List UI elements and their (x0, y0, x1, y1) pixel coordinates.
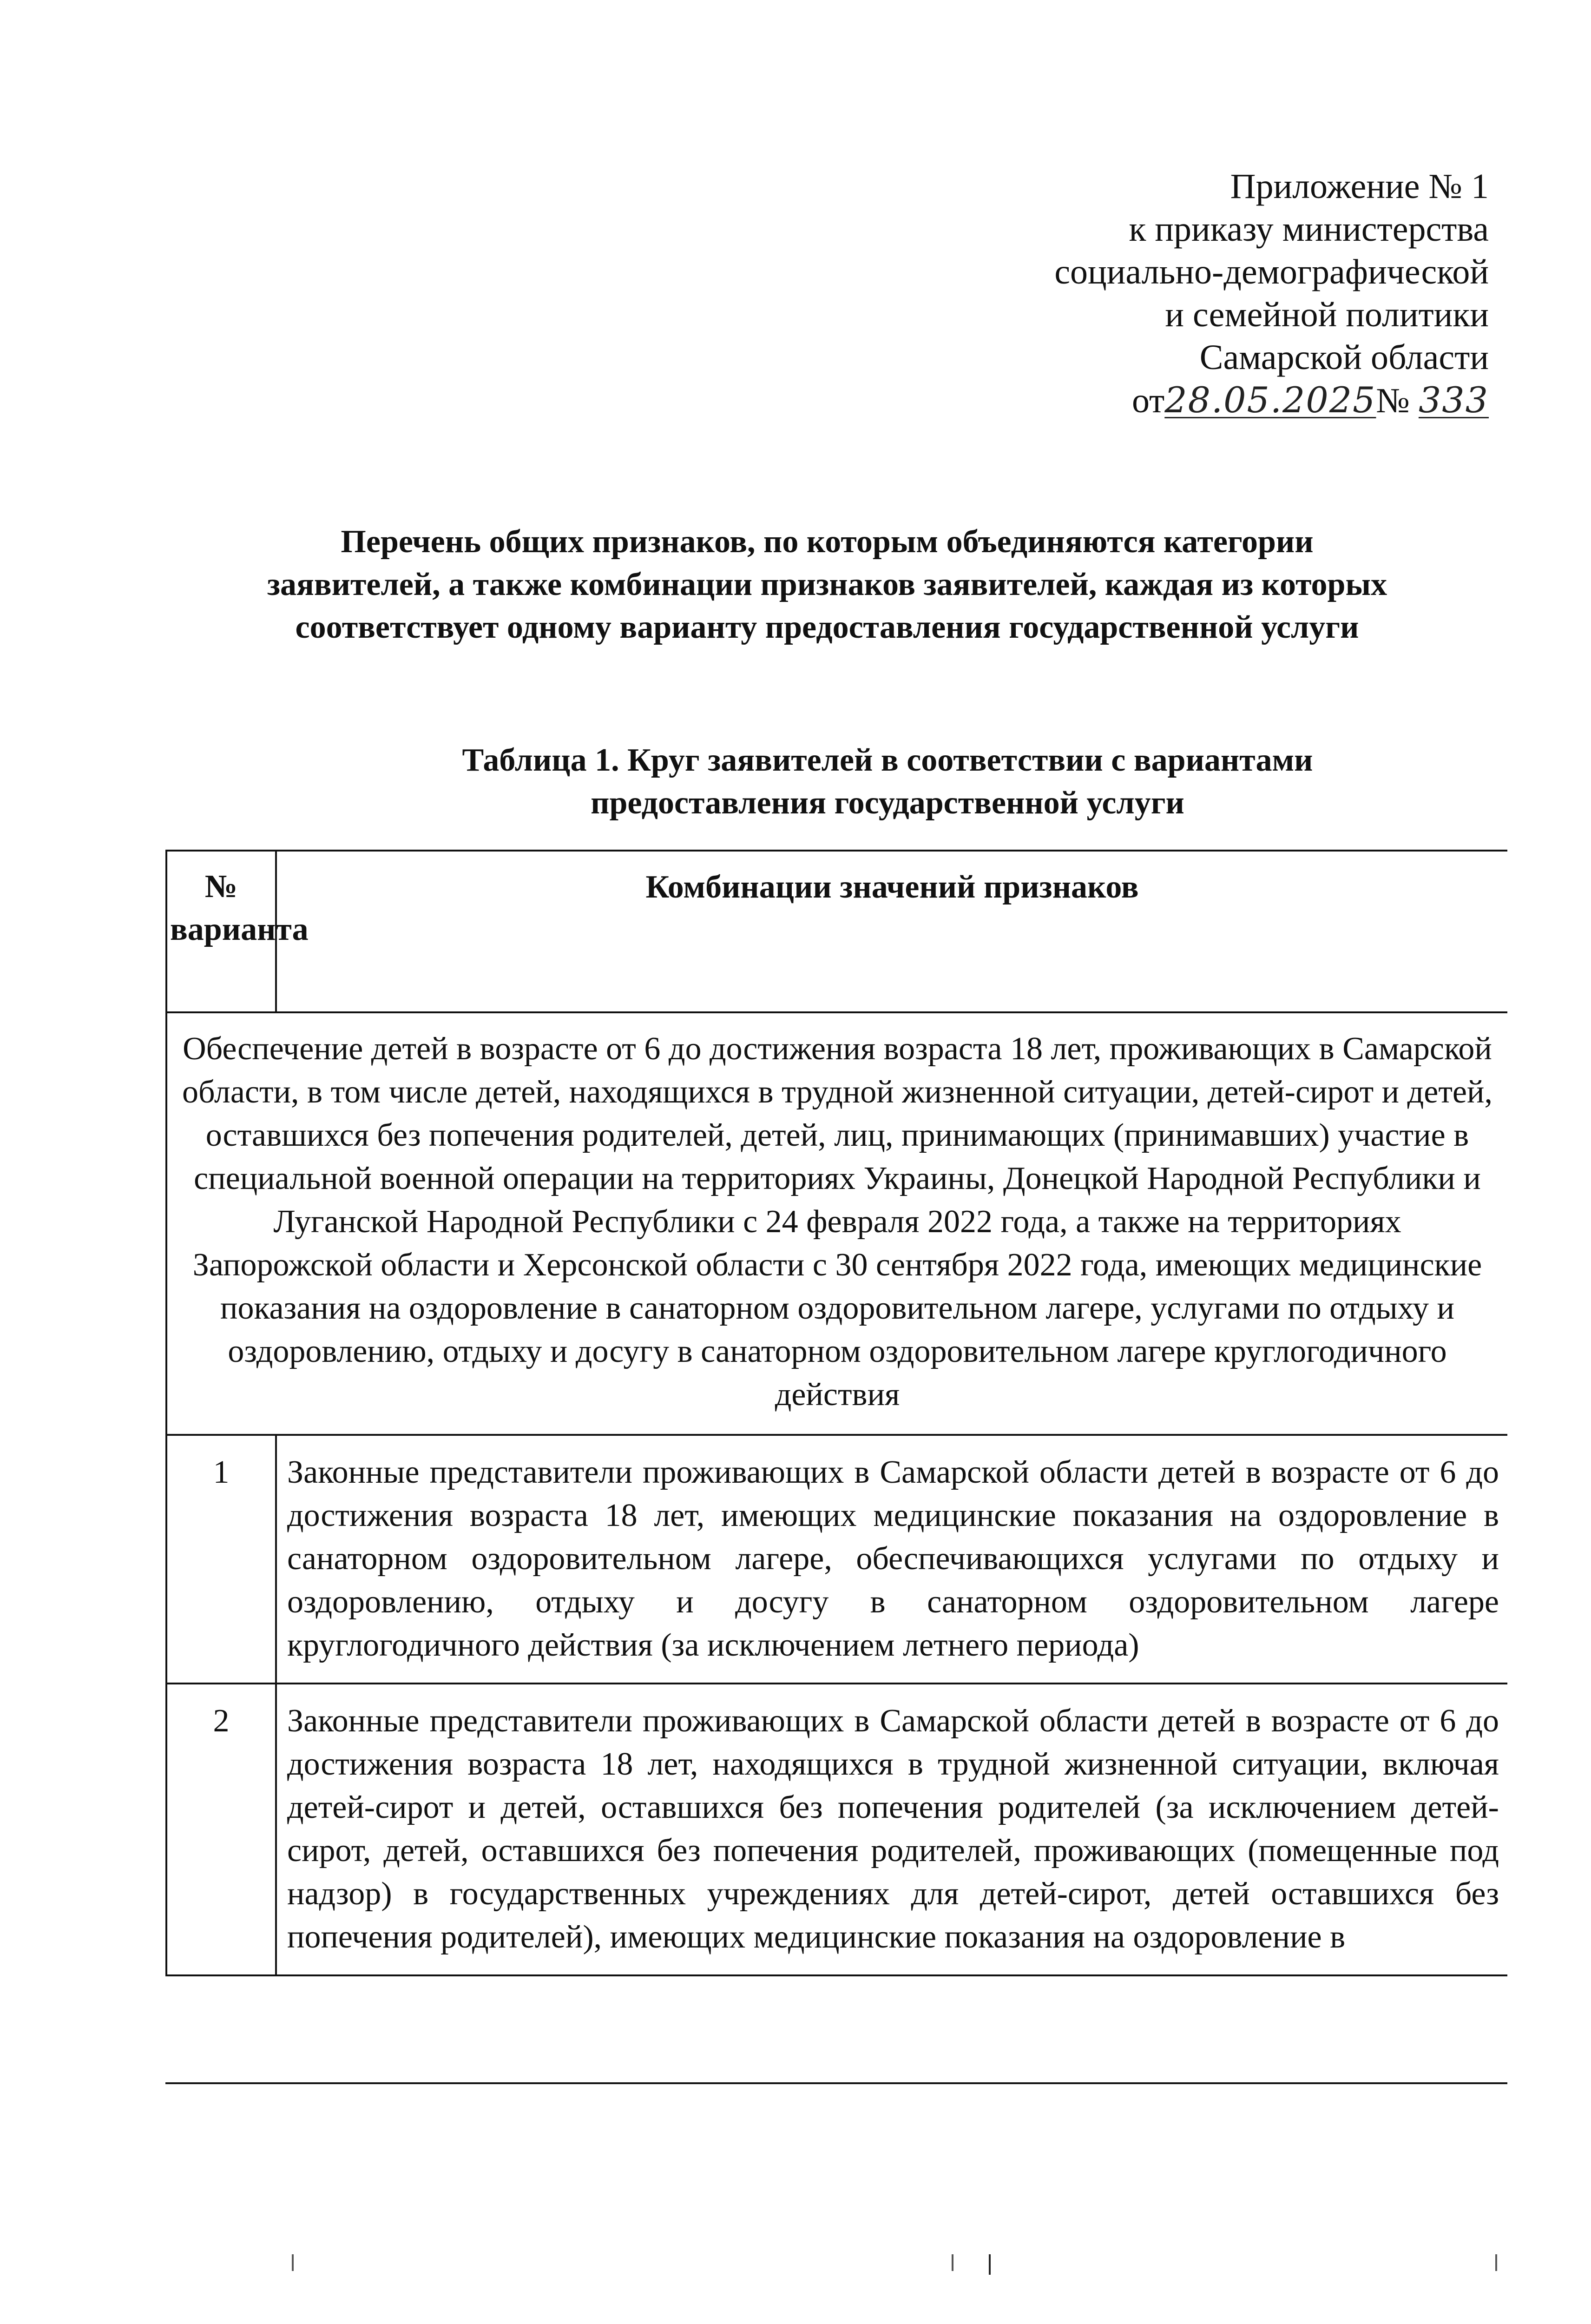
table-row (166, 1435, 1507, 1684)
appendix-line-5: Самарской области (1199, 338, 1489, 377)
scan-mark (989, 2254, 991, 2275)
appendix-line-4: и семейной политики (1165, 295, 1489, 334)
header-combination: Комбинации значений признаков (276, 851, 1507, 1012)
variant-number: 1 (166, 1435, 276, 1684)
date-prefix: от (1132, 381, 1165, 420)
order-date-line (838, 379, 1489, 422)
scan-mark (952, 2254, 953, 2271)
table-header-row (166, 851, 1507, 1012)
table-row (166, 1684, 1507, 1975)
handwritten-number: 333 (1418, 379, 1489, 421)
handwritten-date: 28.05.2025 (1164, 379, 1376, 421)
header-variant-number: № варианта (166, 851, 276, 1012)
variant-description: Законные представители проживающих в Самарской области детей в возрасте от 6 до достижения возраста 18 лет, имеющих медицинские показания на оздоровление в санаторном оздоровительном лагере, обеспечивающихся услугами по отдыху и оздоровлению, отдыху и досугу в санаторном оздоровительном лагере круглогодичного действия (за исключением летнего периода) (276, 1435, 1507, 1684)
scan-mark (292, 2254, 294, 2271)
variant-number: 2 (166, 1684, 276, 1975)
appendix-header (838, 165, 1489, 422)
group-description: Обеспечение детей в возрасте от 6 до достижения возраста 18 лет, проживающих в Самарской области, в том числе детей, находящихся в трудной жизненной ситуации, детей-сирот и детей, оставшихся без попечения родителей, детей, лиц, принимающих (принимавших) участие в специальной военной операции на территориях Украины, Донецкой Народной Республики и Луганской Народной Республики с 24 февраля 2022 года, а также на территориях Запорожской области и Херсонской области с 30 сентября 2022 года, имеющих медицинские показания на оздоровление в санаторном оздоровительном лагере, услугами по отдыху и оздоровлению, отдыху и досугу в санаторном оздоровительном лагере круглогодичного действия (166, 1012, 1507, 1435)
table-caption: Таблица 1. Круг заявителей в соответствии с вариантами предоставления государственной услуги (462, 742, 1313, 821)
table-container (165, 850, 1507, 2084)
scan-mark (1495, 2254, 1497, 2271)
table-group-row (166, 1012, 1507, 1435)
document-title: Перечень общих признаков, по которым объединяются категории заявителей, а также комбинации признаков заявителей, каждая из которых соответствует одному варианту предоставления государственной услуги (267, 524, 1387, 645)
variant-description: Законные представители проживающих в Самарской области детей в возрасте от 6 до достижения возраста 18 лет, находящихся в трудной жизненной ситуации, включая детей-сирот и детей, оставшихся без попечения родителей (за исключением детей-сирот, детей, оставшихся без попечения родителей, проживающих (помещенные под надзор) в государственных учреждениях для детей-сирот, детей оставшихся без попечения родителей), имеющих медицинские показания на оздоровление в (276, 1684, 1507, 1975)
appendix-line-3: социально-демографической (1054, 252, 1489, 291)
applicants-table (165, 850, 1507, 1976)
appendix-line-1: Приложение № 1 (1230, 167, 1489, 206)
number-prefix: № (1376, 381, 1410, 420)
appendix-line-2: к приказу министерства (1129, 210, 1489, 249)
